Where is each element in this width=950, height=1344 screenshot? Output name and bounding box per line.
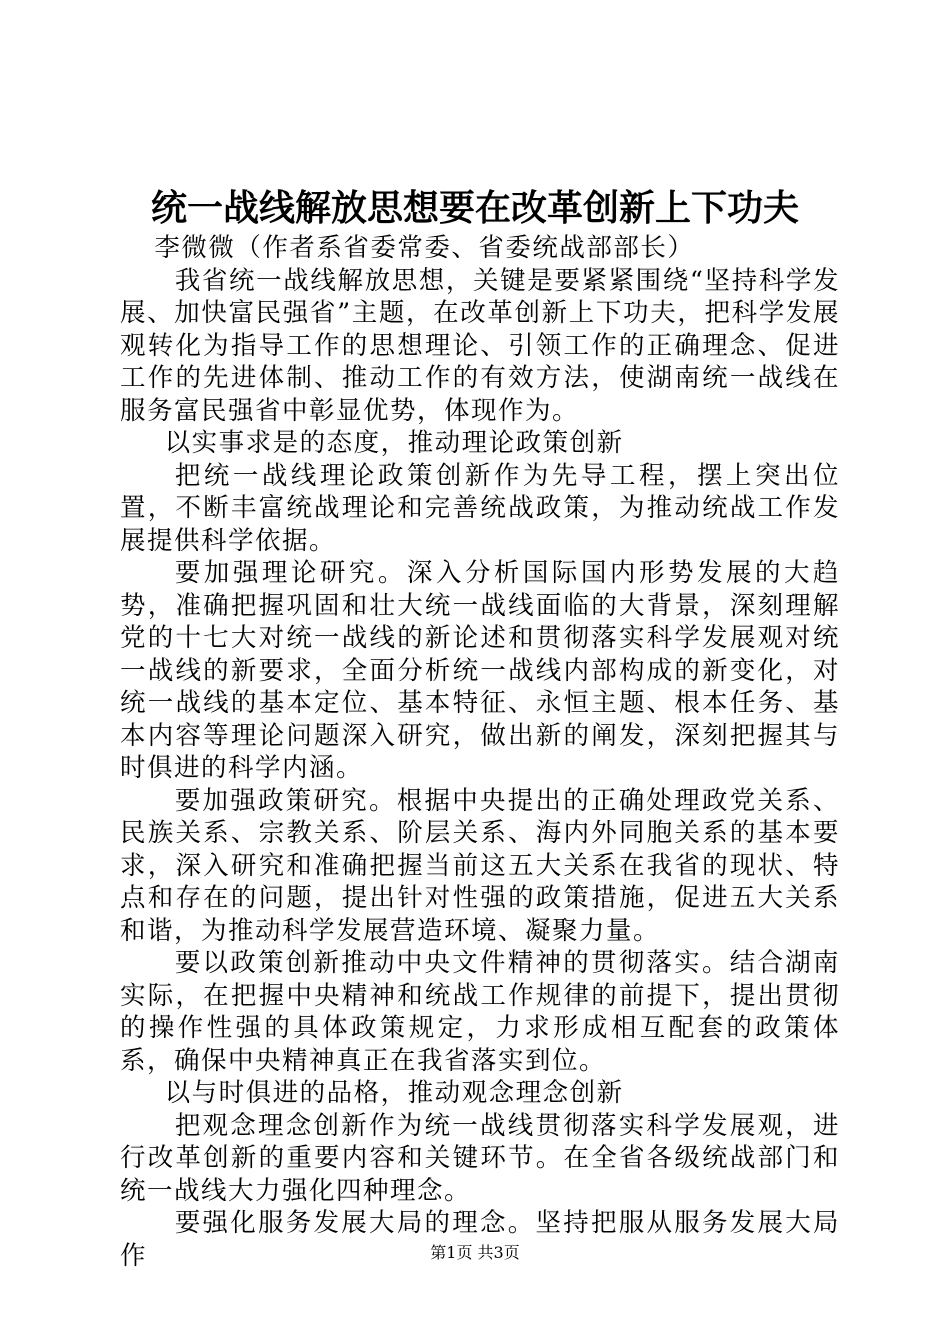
paragraph: 要加强政策研究。根据中央提出的正确处理政党关系、民族关系、宗教关系、阶层关系、海内外同胞关系的基本要求，深入研究和准确把握当前这五大关系在我省的现状、特点和存在的问题，提出针对性强的政策措施，促进五大关系和谐，为推动科学发展营造环境、凝聚力量。 xyxy=(120,785,840,946)
section-heading-concept: 以与时俱进的品格，推动观念理念创新 xyxy=(164,1078,624,1108)
section-heading-theory-policy: 以实事求是的态度，推动理论政策创新 xyxy=(164,428,624,458)
document-body xyxy=(120,232,840,1272)
paragraph: 把统一战线理论政策创新作为先导工程，摆上突出位置，不断丰富统战理论和完善统战政策，为推动统战工作发展提供科学依据。 xyxy=(120,460,840,556)
paragraph-intro: 我省统一战线解放思想，关键是要紧紧围绕“坚持科学发展、加快富民强省”主题，在改革创新上下功夫，把科学发展观转化为指导工作的思想理论、引领工作的正确理念、促进工作的先进体制、推动工作的有效方法，使湖南统一战线在服务富民强省中彰显优势，体现作为。 xyxy=(120,265,840,426)
paragraph: 要加强理论研究。深入分析国际国内形势发展的大趋势，准确把握巩固和壮大统一战线面临的大背景，深刻理解党的十七大对统一战线的新论述和贯彻落实科学发展观对统一战线的新要求，全面分析统一战线内部构成的新变化，对统一战线的基本定位、基本特征、永恒主题、根本任务、基本内容等理论问题深入研究，做出新的阐发，深刻把握其与时俱进的科学内涵。 xyxy=(120,558,840,783)
page-footer: 第1页 共3页 xyxy=(430,1243,520,1262)
paragraph: 把观念理念创新作为统一战线贯彻落实科学发展观，进行改革创新的重要内容和关键环节。在全省各级统战部门和统一战线大力强化四种理念。 xyxy=(120,1110,840,1206)
paragraph: 要强化服务发展大局的理念。坚持把服从服务发展大局作 xyxy=(120,1208,840,1271)
author-line: 李微微（作者系省委常委、省委统战部部长） xyxy=(154,233,695,263)
paragraph: 要以政策创新推动中央文件精神的贯彻落实。结合湖南实际，在把握中央精神和统战工作规律的前提下，提出贯彻的操作性强的具体政策规定，力求形成相互配套的政策体系，确保中央精神真正在我省落实到位。 xyxy=(120,948,840,1076)
document-title: 统一战线解放思想要在改革创新上下功夫 xyxy=(150,187,799,229)
